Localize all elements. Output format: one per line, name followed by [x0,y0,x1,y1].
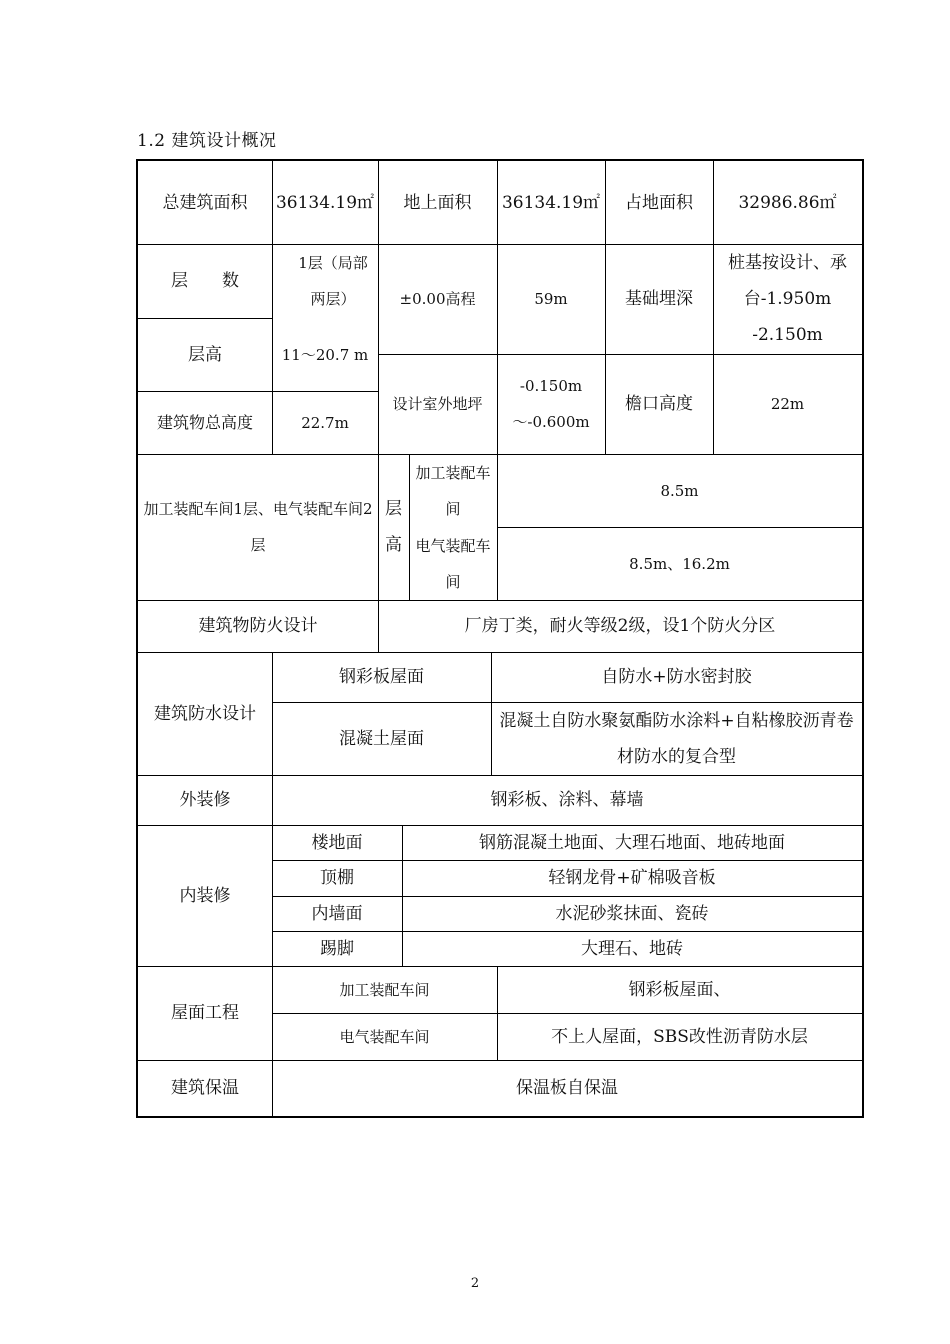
total-area-value: 36134.19㎡ [275,192,375,213]
building-height-label: 建筑物总高度 [156,412,253,432]
interior-finish-label: 内装修 [179,885,231,906]
interior-row-value: 轻钢龙骨+矿棉吸音板 [548,868,716,888]
elevation-label: ±0.00高程 [399,290,476,308]
roof-row-label: 加工装配车间 [339,980,430,999]
waterproof-concrete-label: 混凝土屋面 [339,728,424,749]
interior-row-value: 水泥砂浆抹面、瓷砖 [555,903,709,924]
elevation-value: 59m [534,290,568,308]
foundation-value: 桩基按设计、承台-1.950m -2.150m [728,253,847,345]
roof-works-label: 屋面工程 [171,1003,239,1023]
roof-row-label: 电气装配车间 [339,1027,430,1046]
outdoor-level-label: 设计室外地坪 [392,395,483,413]
waterproof-steel-label: 钢彩板屋面 [339,667,424,687]
interior-row-label: 内墙面 [311,903,363,924]
interior-row-value: 钢筋混凝土地面、大理石地面、地砖地面 [479,832,785,853]
roof-row-value: 不上人屋面，SBS改性沥青防水层 [551,1026,808,1047]
waterproof-concrete-value: 混凝土自防水聚氨酯防水涂料+自粘橡胶沥青卷材防水的复合型 [499,710,854,767]
section-title: 1.2 建筑设计概况 [137,131,277,151]
workshop2-label: 电气装配车间 [415,536,491,591]
workshop1-value: 8.5m [660,481,699,500]
foundation-label: 基础埋深 [625,289,693,309]
waterproof-label: 建筑防水设计 [154,703,256,724]
page-number: 2 [470,1276,480,1291]
interior-row-label: 楼地面 [311,832,363,853]
above-area-label: 地上面积 [403,192,472,213]
storey-height-vertical-label: 层高 [385,499,402,555]
storey-height-value: 11～20.7 m [281,345,369,364]
floors-value: 1层（局部两层） [298,254,368,308]
interior-row-value: 大理石、地砖 [581,938,683,959]
exterior-finish-label: 外装修 [179,790,231,810]
waterproof-steel-value: 自防水+防水密封胶 [601,667,752,687]
fire-design-label: 建筑物防火设计 [198,616,318,636]
exterior-finish-value: 钢彩板、涂料、幕墙 [490,790,644,810]
site-area-label: 占地面积 [625,192,693,213]
insulation-value: 保温板自保温 [516,1078,618,1098]
building-height-value: 22.7m [301,413,349,432]
interior-row-label: 顶棚 [320,868,354,888]
above-area-value: 36134.19㎡ [501,192,601,213]
workshop-description: 加工装配车间1层、电气装配车间2层 [143,500,373,554]
building-design-table [136,159,864,1118]
site-area-value: 32986.86㎡ [738,192,837,213]
eave-height-label: 檐口高度 [625,394,693,414]
floors-label: 层 数 [171,271,239,291]
interior-row-label: 踢脚 [320,938,354,959]
outdoor-level-value: -0.150m～-0.600m [512,377,590,431]
fire-design-value: 厂房丁类，耐火等级2级，设1个防火分区 [464,616,776,636]
workshop1-label: 加工装配车间 [415,463,491,518]
workshop2-value: 8.5m、16.2m [629,554,730,573]
storey-height-label: 层高 [188,344,222,365]
roof-row-value: 钢彩板屋面、 [628,979,731,1000]
insulation-label: 建筑保温 [171,1078,239,1098]
eave-height-value: 22m [770,395,805,413]
total-area-label: 总建筑面积 [162,192,248,213]
